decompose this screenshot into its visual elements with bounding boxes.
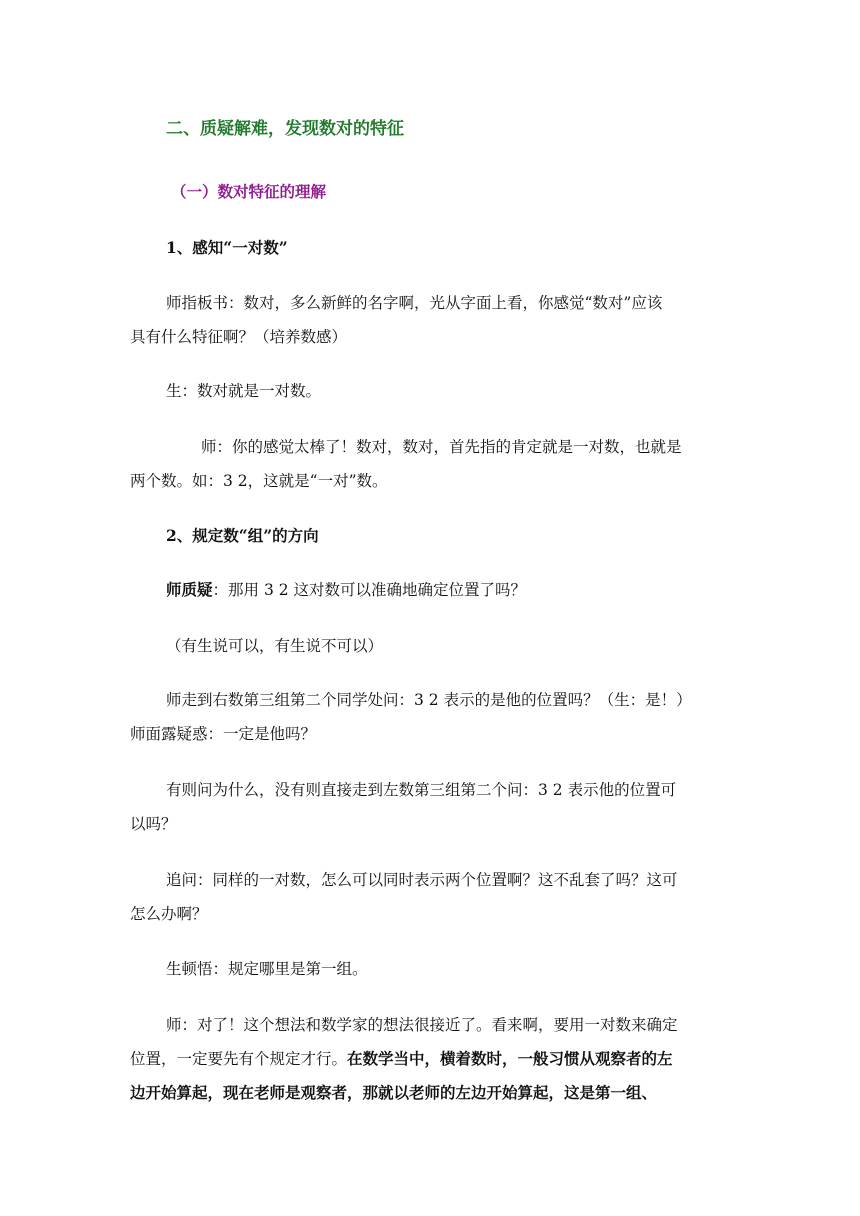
paragraph-8-line-1: 追问：同样的一对数，怎么可以同时表示两个位置啊？这不乱套了吗？这可 <box>166 871 678 889</box>
paragraph-7-line-2: 以吗？ <box>130 815 177 833</box>
paragraph-7-line-1: 有则问为什么，没有则直接走到左数第三组第二个问：3 2 表示他的位置可 <box>166 781 677 799</box>
teacher-question-label: 师质疑 <box>166 580 213 599</box>
paragraph-3-line-2: 两个数。如：3 2，这就是“一对”数。 <box>130 472 388 490</box>
paragraph-2-line-1: 生：数对就是一对数。 <box>166 382 322 400</box>
paragraph-9-line-1: 生顿悟：规定哪里是第一组。 <box>166 960 368 978</box>
item-1-heading: 1、感知“一对数” <box>166 238 288 257</box>
paragraph-6-line-1: 师走到右数第三组第二个同学处问：3 2 表示的是他的位置吗？（生：是！） <box>166 691 692 709</box>
subsection-title: （一）数对特征的理解 <box>171 182 327 201</box>
paragraph-1-line-1: 师指板书：数对，多么新鲜的名字啊，光从字面上看，你感觉“数对”应该 <box>166 294 663 312</box>
teacher-question-text: ：那用 3 2 这对数可以准确地确定位置了吗？ <box>212 581 527 599</box>
paragraph-10-plain-text: 位置，一定要先有个规定才行。 <box>130 1050 348 1068</box>
paragraph-10-bold-text: 在数学当中，横着数时，一般习惯从观察者的左 <box>347 1049 673 1068</box>
paragraph-4-line-1 <box>166 580 526 600</box>
paragraph-8-line-2: 怎么办啊？ <box>130 905 208 923</box>
paragraph-6-line-2: 师面露疑惑：一定是他吗？ <box>130 725 317 743</box>
paragraph-3-line-1: 师：你的感觉太棒了！数对，数对，首先指的肯定就是一对数，也就是 <box>201 438 682 456</box>
paragraph-1-line-2: 具有什么特征啊？（培养数感） <box>130 328 348 346</box>
paragraph-10-line-2 <box>130 1049 673 1069</box>
paragraph-5-line-1: （有生说可以，有生说不可以） <box>166 637 384 655</box>
section-title: 二、质疑解难，发现数对的特征 <box>166 119 404 139</box>
paragraph-10-line-3: 边开始算起，现在老师是观察者，那就以老师的左边开始算起，这是第一组、 <box>130 1083 658 1102</box>
item-2-heading: 2、规定数“组”的方向 <box>166 526 319 545</box>
paragraph-10-line-1: 师：对了！这个想法和数学家的想法很接近了。看来啊，要用一对数来确定 <box>166 1016 678 1034</box>
